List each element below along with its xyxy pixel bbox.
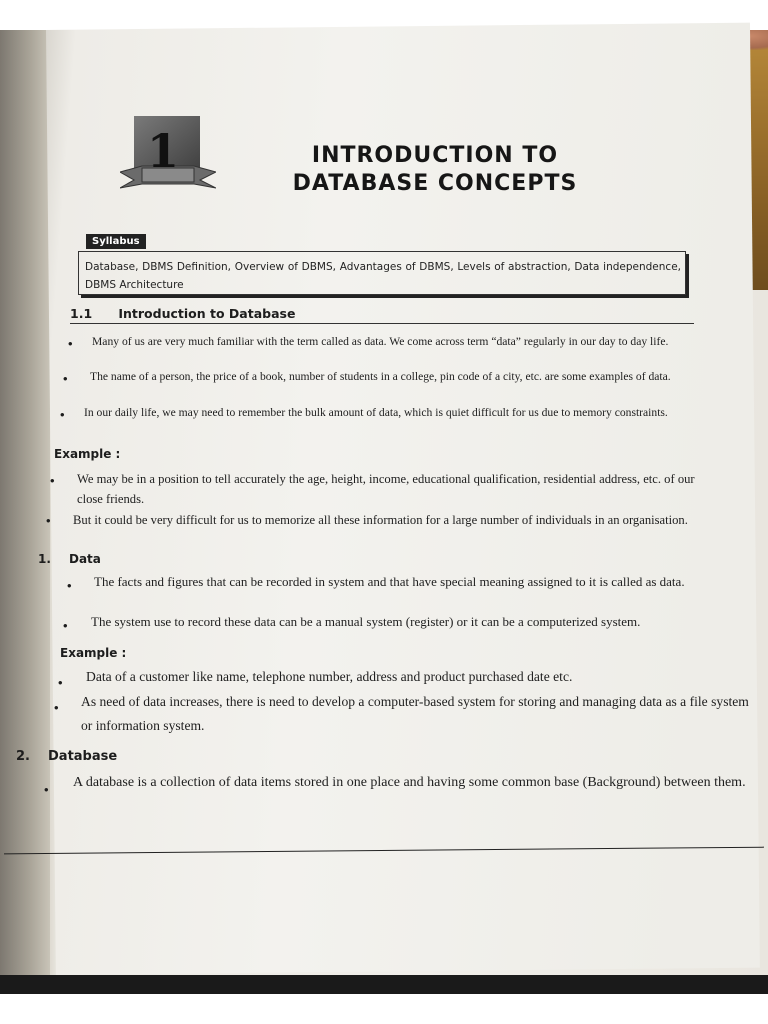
example1-bullet-2: But it could be very difficult for us to memorize all these information for a large number of individuals in an organisation. <box>73 513 688 527</box>
bullet-icon: • <box>63 371 68 386</box>
intro-bullet-1: Many of us are very much familiar with the term called as data. We come across term “data” regularly in our day to day life. <box>92 335 669 348</box>
chapter-title <box>250 142 620 198</box>
bullet-icon: • <box>63 618 68 633</box>
bullet-icon: • <box>58 675 63 690</box>
example-label: Example : <box>54 447 121 461</box>
example1-bullet-1: We may be in a position to tell accurately the age, height, income, educational qualification, residential address, etc. of our close friends. <box>77 472 695 506</box>
chapter-title-line2: DATABASE CONCEPTS <box>292 171 578 196</box>
bullet-icon: • <box>44 782 49 797</box>
data-example-bullet-1: Data of a customer like name, telephone number, address and product purchased date etc. <box>86 669 573 684</box>
section-number: 1.1 <box>70 306 93 321</box>
bottom-margin <box>0 994 768 1024</box>
database-section-number: 2. <box>16 749 30 764</box>
data-section-number: 1. <box>38 552 51 566</box>
data-section-title: Data <box>69 552 101 566</box>
data-bullet-1: The facts and figures that can be recorded in system and that have special meaning assigned to it is called as data. <box>94 574 685 589</box>
section-heading <box>70 306 694 324</box>
bullet-icon: • <box>68 336 73 351</box>
syllabus-box: Database, DBMS Definition, Overview of DBMS, Advantages of DBMS, Levels of abstraction, Data independence, DBMS Architecture <box>78 251 686 295</box>
bullet-icon: • <box>50 473 55 488</box>
intro-bullet-2: The name of a person, the price of a book, number of students in a college, pin code of a city, etc. are some examples of data. <box>90 370 671 383</box>
chapter-number: 1 <box>146 124 179 178</box>
left-page-edge <box>0 30 50 975</box>
syllabus-tag: Syllabus <box>86 234 146 249</box>
data-example-bullet-2: As need of data increases, there is need to develop a computer-based system for storing and managing data as a file system or information system. <box>81 694 749 733</box>
bullet-icon: • <box>54 700 59 715</box>
database-section-title: Database <box>48 749 118 764</box>
bullet-icon: • <box>46 513 51 528</box>
chapter-title-line1: INTRODUCTION TO <box>311 143 559 168</box>
database-bullet-1: A database is a collection of data items stored in one place and having some common base (Background) between them. <box>73 775 746 790</box>
page-bottom-shadow <box>0 975 768 996</box>
data-bullet-2: The system use to record these data can be a manual system (register) or it can be a computerized system. <box>91 614 641 629</box>
data-example-label: Example : <box>60 646 127 660</box>
intro-bullet-3: In our daily life, we may need to remember the bulk amount of data, which is quiet difficult for us due to memory constraints. <box>84 406 668 419</box>
bullet-icon: • <box>67 578 72 593</box>
bullet-icon: • <box>60 407 65 422</box>
section-title: Introduction to Database <box>118 306 296 321</box>
